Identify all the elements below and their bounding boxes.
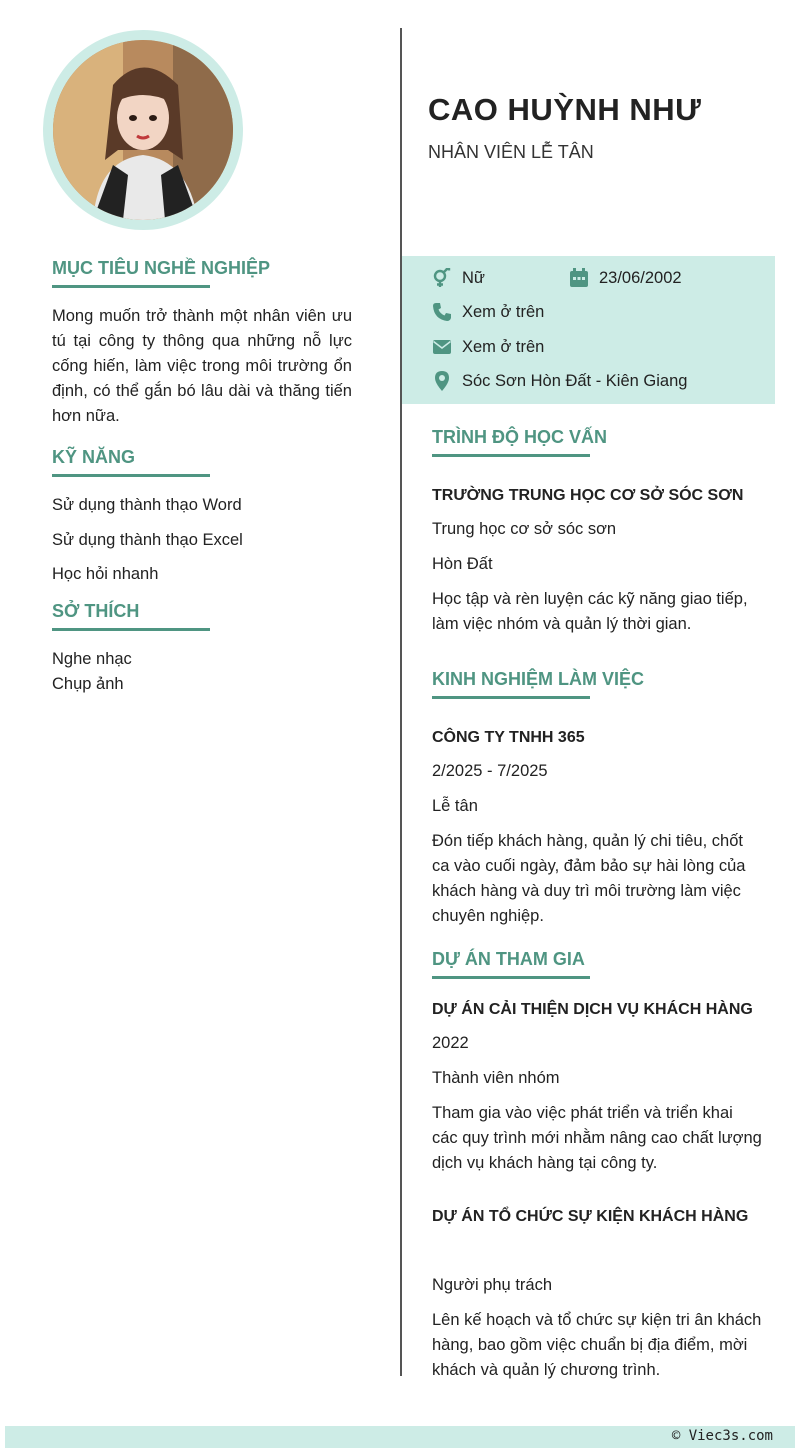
objective-text: Mong muốn trở thành một nhân viên ưu tú tại công ty thông qua những nỗ lực cống hiến, làm việc trong môi trường ổn định, có thể gắn bó lâu dài và thăng tiến hơn nữa.: [52, 307, 352, 425]
project-role: Thành viên nhóm: [432, 1069, 560, 1087]
avatar-ring: [43, 30, 243, 230]
phone-row: [432, 299, 544, 325]
birthdate-value: 23/06/2002: [599, 268, 682, 287]
avatar: [53, 40, 233, 220]
location-pin-icon: [432, 371, 452, 391]
gender-icon: [432, 268, 452, 288]
email-value: Xem ở trên: [462, 337, 545, 356]
gender-row: [432, 265, 485, 291]
experience-section: [432, 669, 762, 929]
phone-icon: [432, 302, 452, 322]
education-description: Học tập và rèn luyện các kỹ năng giao tiếp, làm việc nhóm và quản lý thời gian.: [432, 590, 748, 633]
candidate-name: CAO HUỲNH NHƯ: [428, 92, 702, 127]
objective-section: [52, 258, 352, 429]
project-description: Tham gia vào việc phát triển và triển khai các quy trình mới nhằm nâng cao chất lượng dịch vụ khách hàng tại công ty.: [432, 1104, 762, 1172]
email-icon: [432, 337, 452, 357]
project-year: 2022: [432, 1034, 469, 1052]
profile-photo: [53, 40, 233, 220]
experience-title: KINH NGHIỆM LÀM VIỆC: [432, 669, 590, 699]
hobby-item: Nghe nhạc: [52, 650, 132, 668]
birthdate-row: [569, 265, 682, 291]
project-name: DỰ ÁN CẢI THIỆN DỊCH VỤ KHÁCH HÀNG: [432, 1001, 753, 1018]
email-row: [432, 334, 544, 360]
calendar-icon: [569, 268, 589, 288]
project-year: [432, 1238, 762, 1263]
experience-company: CÔNG TY TNHH 365: [432, 729, 585, 746]
gender-value: Nữ: [462, 268, 485, 287]
skill-item: Sử dụng thành thạo Excel: [52, 531, 243, 549]
experience-position: Lễ tân: [432, 797, 478, 815]
skill-item: Sử dụng thành thạo Word: [52, 496, 242, 514]
column-divider: [400, 28, 402, 1376]
footer-bar: [5, 1426, 795, 1448]
hobbies-section: [52, 601, 352, 697]
education-level: Trung học cơ sở sóc sơn: [432, 520, 617, 538]
project-description: Lên kế hoạch và tổ chức sự kiện tri ân khách hàng, bao gồm việc chuẩn bị địa điểm, mời khách và quản lý chương trình.: [432, 1311, 762, 1379]
contact-panel: [402, 256, 775, 404]
skills-title: KỸ NĂNG: [52, 447, 210, 477]
projects-title: DỰ ÁN THAM GIA: [432, 949, 590, 979]
footer-credit: © Viec3s.com: [671, 1428, 773, 1444]
candidate-role: NHÂN VIÊN LỄ TÂN: [428, 142, 594, 162]
skills-section: [52, 447, 352, 587]
hobby-item: Chụp ảnh: [52, 675, 124, 693]
skill-item: Học hỏi nhanh: [52, 565, 159, 583]
address-value: Sóc Sơn Hòn Đất - Kiên Giang: [462, 371, 688, 390]
project-role: Người phụ trách: [432, 1276, 553, 1294]
education-section: [432, 427, 762, 637]
experience-period: 2/2025 - 7/2025: [432, 762, 548, 780]
project-name: DỰ ÁN TỔ CHỨC SỰ KIỆN KHÁCH HÀNG: [432, 1208, 749, 1225]
objective-title: MỤC TIÊU NGHỀ NGHIỆP: [52, 258, 210, 288]
hobbies-title: SỞ THÍCH: [52, 601, 210, 631]
projects-section: [432, 949, 762, 1383]
address-row: [432, 368, 687, 394]
education-location: Hòn Đất: [432, 555, 493, 573]
education-title: TRÌNH ĐỘ HỌC VẤN: [432, 427, 590, 457]
education-school: TRƯỜNG TRUNG HỌC CƠ SỞ SÓC SƠN: [432, 487, 744, 504]
phone-value: Xem ở trên: [462, 302, 545, 321]
experience-description: Đón tiếp khách hàng, quản lý chi tiêu, chốt ca vào cuối ngày, đảm bảo sự hài lòng của khách hàng và duy trì môi trường làm việc chuyên nghiệp.: [432, 832, 746, 925]
